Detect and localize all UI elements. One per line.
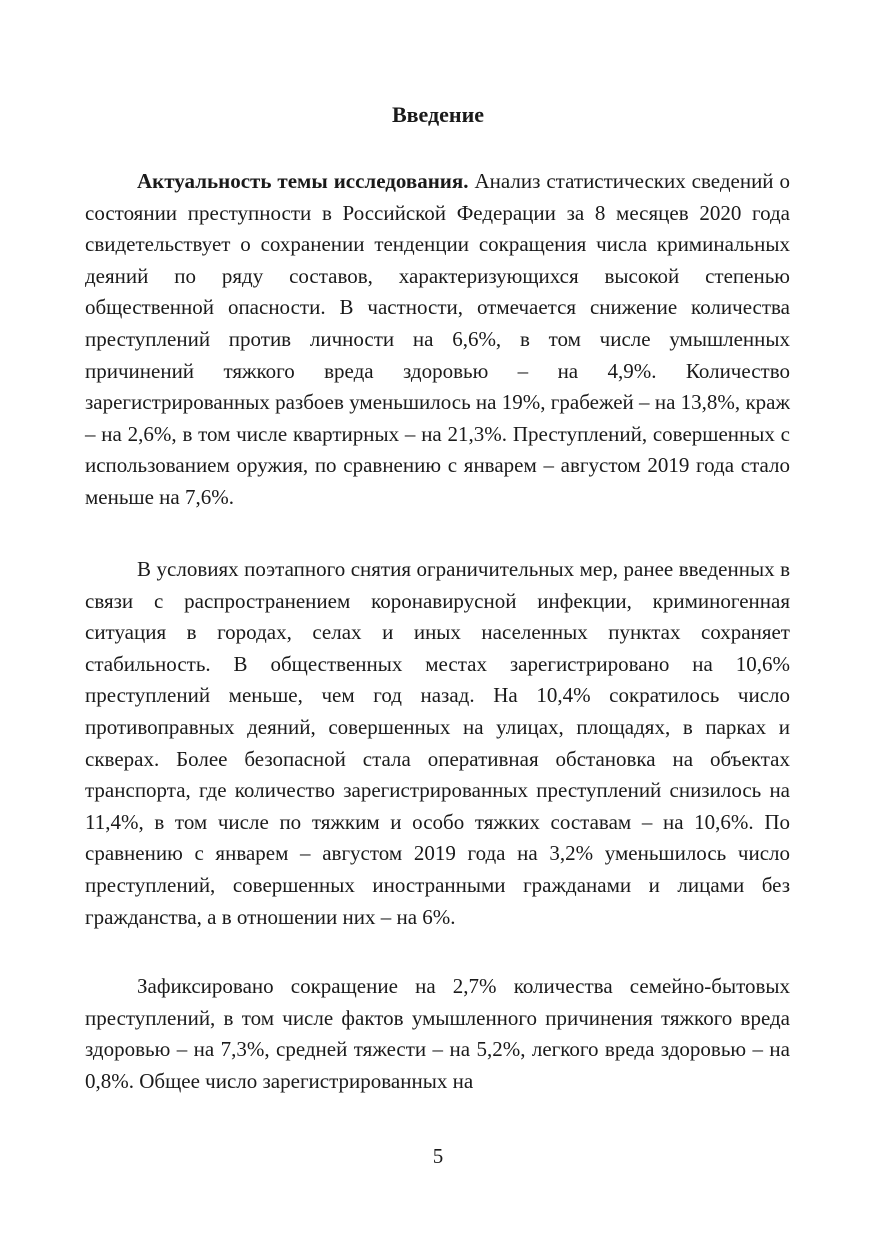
page-number: 5 xyxy=(432,1144,444,1168)
paragraph-text: В условиях поэтапного снятия ограничительных мер, ранее введенных в связи с распространением коронавирусной инфекции, криминогенная ситуация в городах, селах и иных населенных пунктах сохраняет стабильность. В общественных местах зарегистрировано на 10,6% преступлений меньше, чем год назад. На 10,4% сократилось число противоправных деяний, совершенных на улицах, площадях, в парках и скверах. Более безопасной стала оперативная обстановка на объектах транспорта, где количество зарегистрированных преступлений снизилось на 11,4%, в том числе по тяжким и особо тяжких составам – на 10,6%. По сравнению с январем – августом 2019 года на 3,2% уменьшилось число преступлений, совершенных иностранными гражданами и лицами без гражданства, а в отношении них – на 6%. xyxy=(85,557,790,929)
paragraph-criminogenic-situation xyxy=(85,554,790,933)
paragraph-text: Анализ статистических сведений о состоянии преступности в Российской Федерации за 8 месяцев 2020 года свидетельствует о сохранении тенденции сокращения числа криминальных деяний по ряду составов, характеризующихся высокой степенью общественной опасности. В частности, отмечается снижение количества преступлений против личности на 6,6%, в том числе умышленных причинений тяжкого вреда здоровью – на 4,9%. Количество зарегистрированных разбоев уменьшилось на 19%, грабежей – на 13,8%, краж – на 2,6%, в том числе квартирных – на 21,3%. Преступлений, совершенных с использованием оружия, по сравнению с январем – августом 2019 года стало меньше на 7,6%. xyxy=(85,169,790,509)
paragraph-text: Зафиксировано сокращение на 2,7% количества семейно-бытовых преступлений, в том числе фактов умышленного причинения тяжкого вреда здоровью – на 7,3%, средней тяжести – на 5,2%, легкого вреда здоровью – на 0,8%. Общее число зарегистрированных на xyxy=(85,974,790,1093)
paragraph-relevance xyxy=(85,166,790,514)
section-title: Введение xyxy=(391,102,485,127)
paragraph-domestic-crimes xyxy=(85,971,790,1097)
paragraph-lead-heading: Актуальность темы исследования. xyxy=(137,169,469,193)
